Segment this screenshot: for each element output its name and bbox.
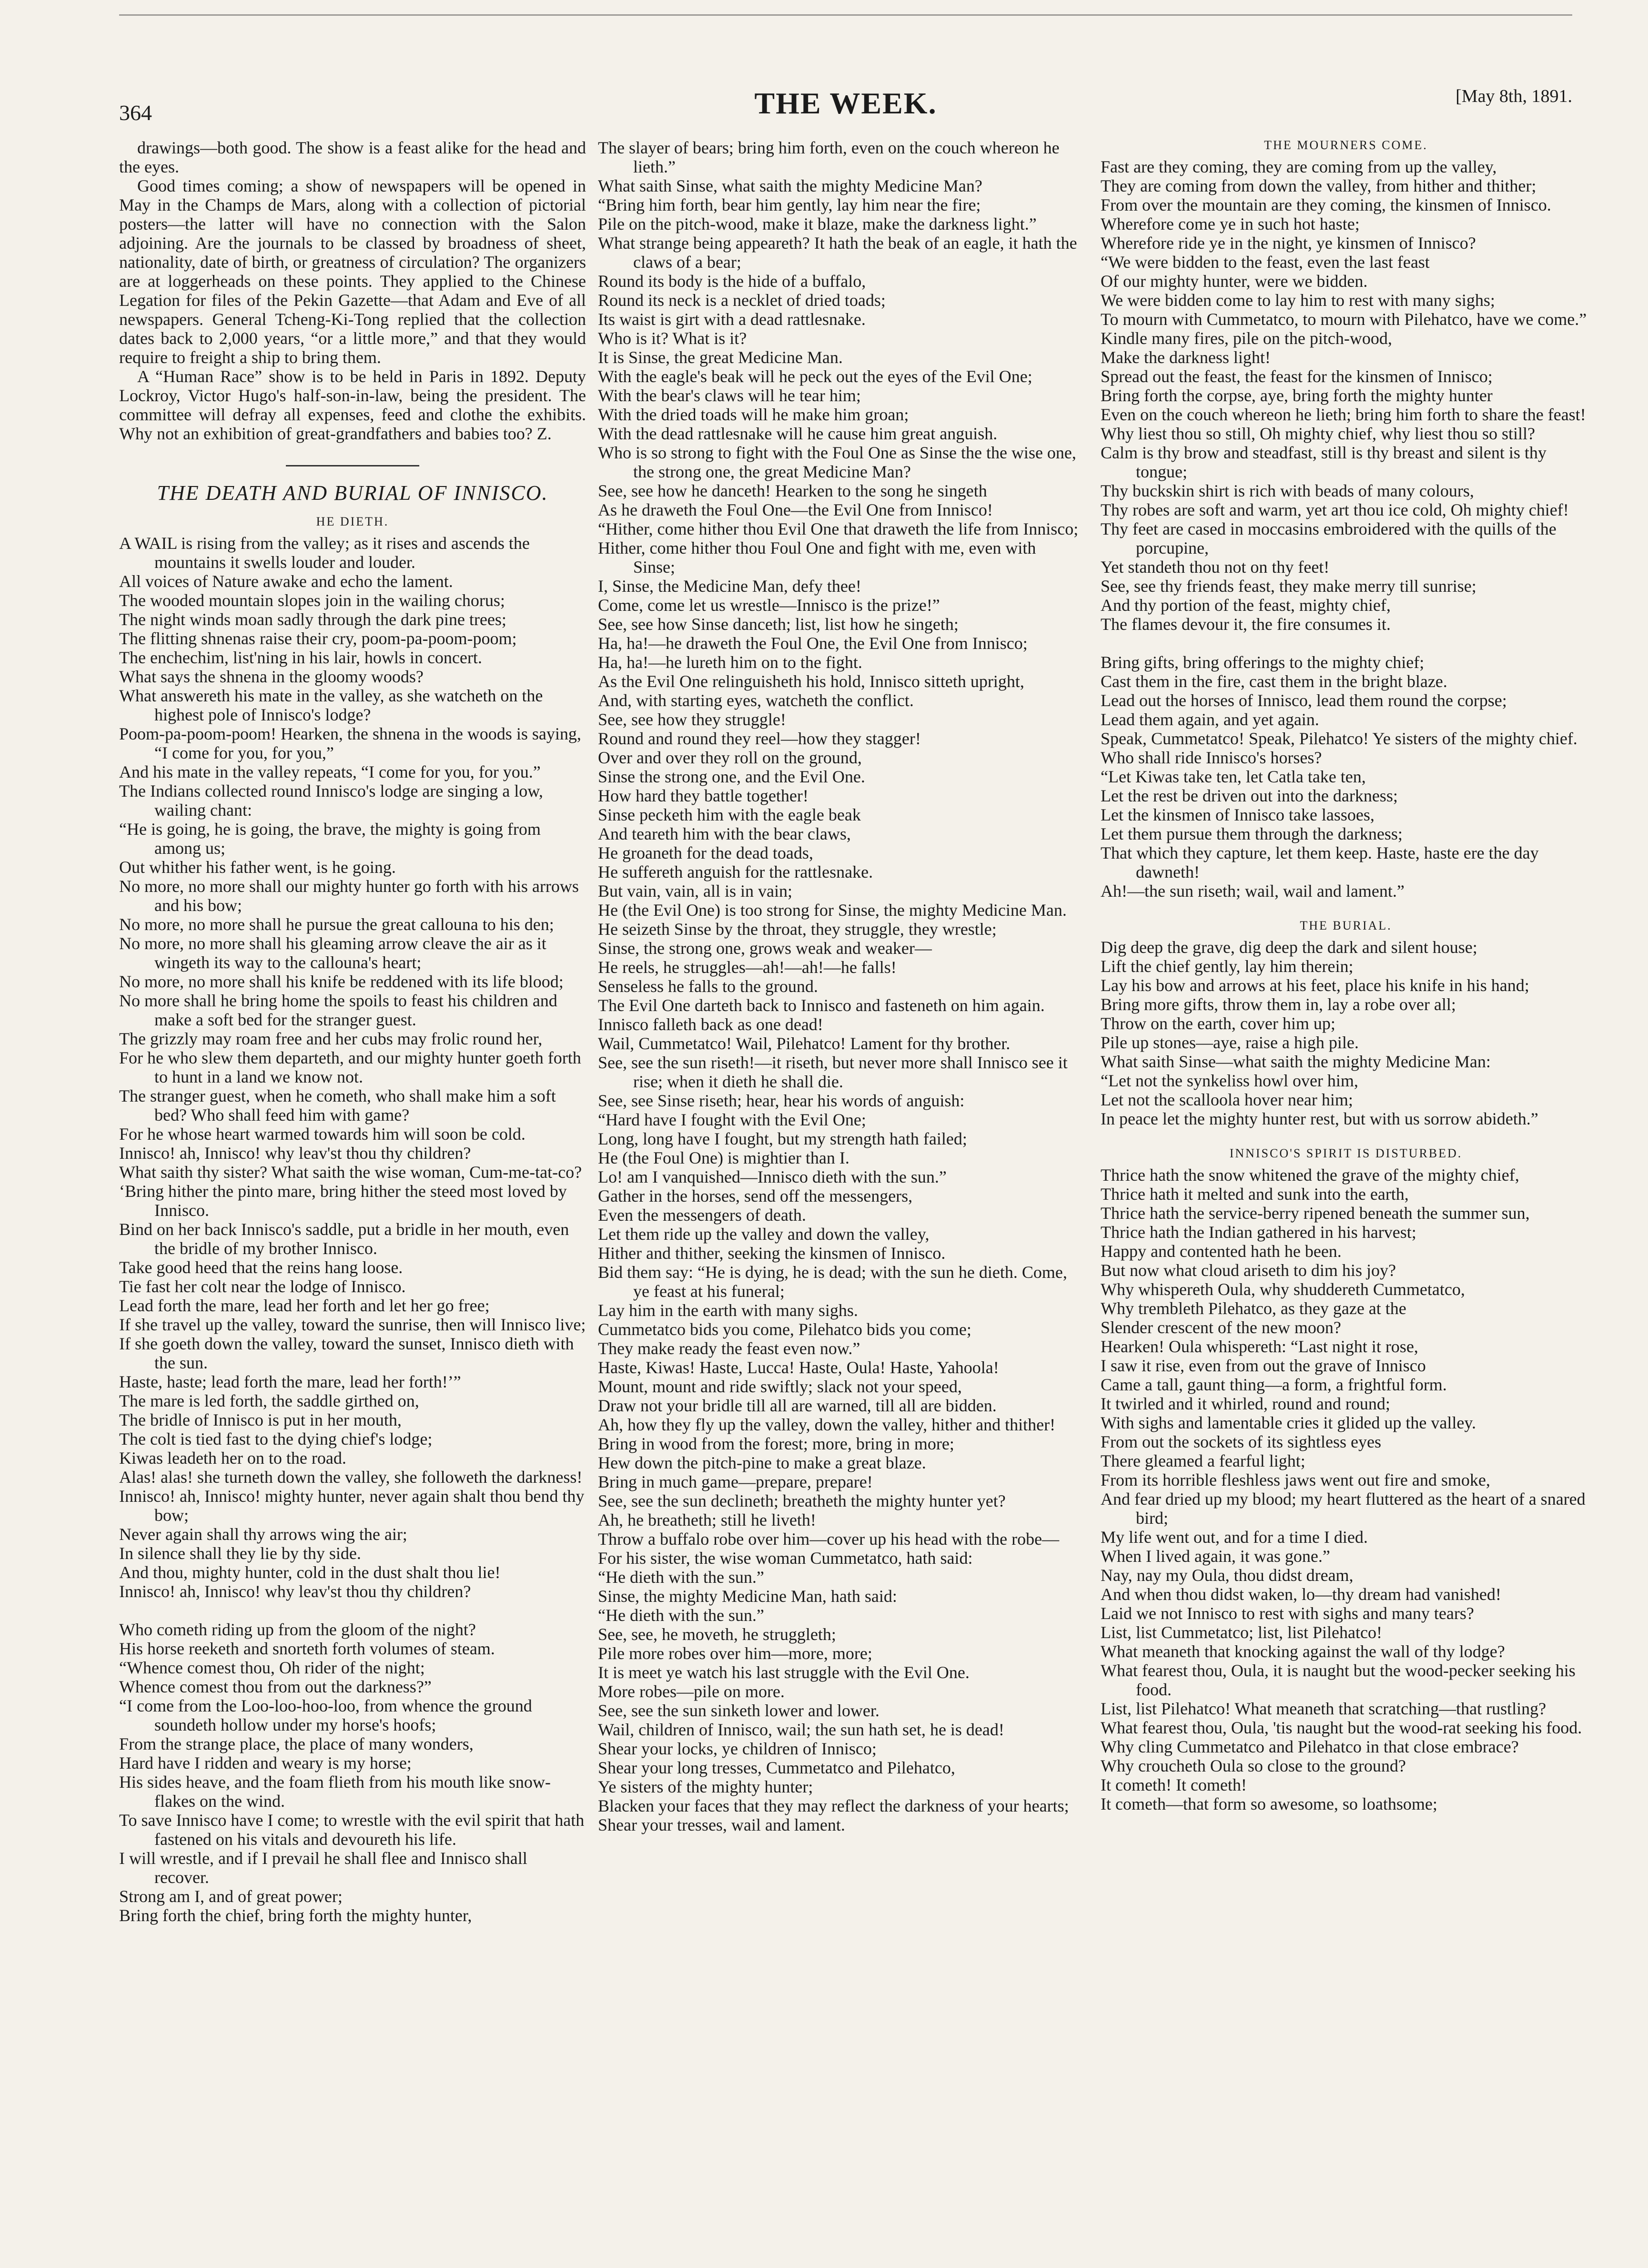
paragraph: A “Human Race” show is to be held in Paris in 1892. Deputy Lockroy, Victor Hugo's half-son-in-law, being the president. The committee will defray all expenses, feed and clothe the exhibits. Why not an exhibition of great-grandfathers and babies too? Z. <box>119 367 586 443</box>
article-title: THE DEATH AND BURIAL OF INNISCO. <box>157 481 548 505</box>
section-divider <box>286 465 419 466</box>
poem-line: Hearken! Oula whispereth: “Last night it rose, <box>1101 1337 1418 1356</box>
poem-line: With the dead rattlesnake will he cause him great anguish. <box>598 424 998 443</box>
poem-line: The flitting shnenas raise their cry, poom-pa-poom-poom; <box>119 629 517 648</box>
poem-line: The enchechim, list'ning in his lair, howls in concert. <box>119 648 482 667</box>
poem-line: Hither, come hither thou Foul One and fight with me, even with Sinse; <box>598 538 1036 577</box>
poem-line: Thy feet are cased in moccasins embroidered with the quills of the porcupine, <box>1101 519 1557 557</box>
poem-line: Lay his bow and arrows at his feet, place his knife in his hand; <box>1101 976 1529 995</box>
poem-line: Fast are they coming, they are coming from up the valley, <box>1101 157 1497 176</box>
poem-line: Let them ride up the valley and down the valley, <box>598 1225 930 1244</box>
poem-line: Even the messengers of death. <box>598 1205 806 1225</box>
poem-line: See, see the sun sinketh lower and lower. <box>598 1701 880 1720</box>
poem-line: Lead out the horses of Innisco, lead them round the corpse; <box>1101 691 1507 710</box>
poem-line: Wherefore come ye in such hot haste; <box>1101 214 1360 233</box>
poem-line: For his sister, the wise woman Cummetatco, hath said: <box>598 1549 973 1568</box>
poem-line: “Whence comest thou, Oh rider of the night; <box>119 1658 425 1677</box>
poem-line: With the eagle's beak will he peck out the eyes of the Evil One; <box>598 367 1032 386</box>
poem-line: And thou, mighty hunter, cold in the dust shalt thou lie! <box>119 1563 501 1582</box>
poem-line: But vain, vain, all is in vain; <box>598 881 792 901</box>
poem-line: If she goeth down the valley, toward the sunset, Innisco dieth with the sun. <box>119 1334 574 1372</box>
poem-line: Who is so strong to fight with the Foul One as Sinse the the wise one, the strong one, the great Medicine Man? <box>598 443 1076 481</box>
poem-line: For he who slew them departeth, and our mighty hunter goeth forth to hunt in a land we know not. <box>119 1048 581 1086</box>
poem-line: No more, no more shall his gleaming arrow cleave the air as it wingeth its way to the callouna's heart; <box>119 934 546 972</box>
poem-line: The grizzly may roam free and her cubs may frolic round her, <box>119 1029 543 1048</box>
poem-line: Make the darkness light! <box>1101 348 1271 367</box>
poem-line: Blacken your faces that they may reflect the darkness of your hearts; <box>598 1796 1069 1815</box>
poem-line: Sinse, the mighty Medicine Man, hath said: <box>598 1587 897 1606</box>
poem-line: “Bring him forth, bear him gently, lay him near the fire; <box>598 195 981 214</box>
poem-line: I saw it rise, even from out the grave of Innisco <box>1101 1356 1426 1375</box>
poem-line: Shear your tresses, wail and lament. <box>598 1815 845 1834</box>
poem-line: What saith Sinse—what saith the mighty Medicine Man: <box>1101 1052 1491 1071</box>
poem-line: The Indians collected round Innisco's lodge are singing a low, wailing chant: <box>119 781 543 820</box>
poem-line: Bring forth the corpse, aye, bring forth the mighty hunter <box>1101 386 1493 405</box>
poem-line: Round its neck is a necklet of dried toads; <box>598 291 886 310</box>
issue-date: [May 8th, 1891. <box>1456 86 1572 106</box>
poem-line: Lead forth the mare, lead her forth and let her go free; <box>119 1296 490 1315</box>
poem-line: “Let not the synkeliss howl over him, <box>1101 1071 1358 1090</box>
poem-line: Calm is thy brow and steadfast, still is thy breast and silent is thy tongue; <box>1101 443 1547 481</box>
poem-line: In silence shall they lie by thy side. <box>119 1544 361 1563</box>
poem-line: It cometh—that form so awesome, so loathsome; <box>1101 1794 1437 1813</box>
poem-line: But now what cloud ariseth to dim his joy? <box>1101 1261 1396 1280</box>
poem-line: Speak, Cummetatco! Speak, Pilehatco! Ye sisters of the mighty chief. <box>1101 729 1577 748</box>
poem-line: From the strange place, the place of many wonders, <box>119 1734 474 1753</box>
poem-line: List, list Pilehatco! What meaneth that scratching—that rustling? <box>1101 1699 1547 1718</box>
poem-line: Of our mighty hunter, were we bidden. <box>1101 272 1368 291</box>
masthead <box>119 81 1572 129</box>
poem-line: And thy portion of the feast, mighty chief, <box>1101 596 1391 615</box>
poem-line: There gleamed a fearful light; <box>1101 1451 1305 1470</box>
poem-lines <box>1101 938 1591 1128</box>
poem-line: With the bear's claws will he tear him; <box>598 386 861 405</box>
poem-line: He suffereth anguish for the rattlesnake. <box>598 862 873 881</box>
poem-line: Never again shall thy arrows wing the air; <box>119 1525 407 1544</box>
poem-line: The flames devour it, the fire consumes it. <box>1101 615 1391 634</box>
poem-line: Why trembleth Pilehatco, as they gaze at the <box>1101 1299 1406 1318</box>
poem-line: Even on the couch whereon he lieth; bring him forth to share the feast! <box>1101 405 1586 424</box>
poem-line: “He dieth with the sun.” <box>598 1606 764 1625</box>
poem-line: Tie fast her colt near the lodge of Innisco. <box>119 1277 406 1296</box>
poem-line: And, with starting eyes, watcheth the conflict. <box>598 691 914 710</box>
poem-line: Bring forth the chief, bring forth the mighty hunter, <box>119 1906 472 1925</box>
poem-line: Over and over they roll on the ground, <box>598 748 862 767</box>
poem-line: To save Innisco have I come; to wrestle with the evil spirit that hath fastened on his vitals and devoureth his life. <box>119 1811 585 1849</box>
poem-line: See, see Sinse riseth; hear, hear his words of anguish: <box>598 1091 965 1110</box>
poem-line: Wail, children of Innisco, wail; the sun hath set, he is dead! <box>598 1720 1004 1739</box>
poem-line: Why whispereth Oula, why shuddereth Cummetatco, <box>1101 1280 1465 1299</box>
poem-line: Throw a buffalo robe over him—cover up his head with the robe— <box>598 1529 1060 1549</box>
poem-line: “I come from the Loo-loo-hoo-loo, from whence the ground soundeth hollow under my horse's hoofs; <box>119 1696 532 1734</box>
poem-line: Let them pursue them through the darkness; <box>1101 824 1403 843</box>
poem-line: Its waist is girt with a dead rattlesnake. <box>598 310 866 329</box>
poem-line: What says the shnena in the gloomy woods? <box>119 667 424 686</box>
poem-line: The wooded mountain slopes join in the wailing chorus; <box>119 591 505 610</box>
poem-line: What meaneth that knocking against the wall of thy lodge? <box>1101 1642 1505 1661</box>
poem-line: He reels, he struggles—ah!—ah!—he falls! <box>598 958 897 977</box>
column-1 <box>119 138 586 1925</box>
poem-line: See, see thy friends feast, they make merry till sunrise; <box>1101 577 1476 596</box>
poem-line: To mourn with Cummetatco, to mourn with Pilehatco, have we come.” <box>1101 310 1587 329</box>
poem-line: Thrice hath the Indian gathered in his harvest; <box>1101 1223 1416 1242</box>
poem-lines <box>598 138 1082 1834</box>
poem-line: Who is it? What is it? <box>598 329 747 348</box>
poem-line: “Hard have I fought with the Evil One; <box>598 1110 866 1129</box>
poem-line: Thrice hath it melted and sunk into the earth, <box>1101 1185 1409 1204</box>
poem-line: The colt is tied fast to the dying chief's lodge; <box>119 1429 433 1448</box>
poem-line: Alas! alas! she turneth down the valley, she followeth the darkness! <box>119 1468 583 1487</box>
poem-line: It cometh! It cometh! <box>1101 1775 1247 1794</box>
column-2 <box>598 138 1082 1834</box>
poem-line: No more, no more shall his knife be reddened with its life blood; <box>119 972 564 991</box>
poem-line: It is Sinse, the great Medicine Man. <box>598 348 843 367</box>
section-heading-spirit: INNISCO'S SPIRIT IS DISTURBED. <box>1229 1146 1463 1160</box>
poem-line: Bring gifts, bring offerings to the mighty chief; <box>1101 653 1425 672</box>
poem-line: How hard they battle together! <box>598 786 809 805</box>
poem-line: Throw on the earth, cover him up; <box>1101 1014 1335 1033</box>
poem-line: Long, long have I fought, but my strength hath failed; <box>598 1129 967 1148</box>
poem-line: Pile more robes over him—more, more; <box>598 1644 872 1663</box>
poem-line: With the dried toads will he make him groan; <box>598 405 909 424</box>
poem-line: The stranger guest, when he cometh, who shall make him a soft bed? Who shall feed him with game? <box>119 1086 556 1124</box>
poem-line: Thy robes are soft and warm, yet art thou ice cold, Oh mighty chief! <box>1101 500 1569 519</box>
poem-line: He (the Foul One) is mightier than I. <box>598 1148 849 1167</box>
poem-line: “He is going, he is going, the brave, the mighty is going from among us; <box>119 820 541 858</box>
poem-line: From over the mountain are they coming, the kinsmen of Innisco. <box>1101 195 1551 214</box>
poem-line: Gather in the horses, send off the messengers, <box>598 1186 913 1205</box>
poem-line: He groaneth for the dead toads, <box>598 843 813 862</box>
poem-line: See, see how they struggle! <box>598 710 786 729</box>
newspaper-title: THE WEEK. <box>754 86 937 120</box>
poem-line: He (the Evil One) is too strong for Sinse, the mighty Medicine Man. <box>598 901 1067 920</box>
poem-line: Laid we not Innisco to rest with sighs and many tears? <box>1101 1604 1474 1623</box>
poem-line: “He dieth with the sun.” <box>598 1568 764 1587</box>
poem-line: Hither and thither, seeking the kinsmen of Innisco. <box>598 1244 946 1263</box>
poem-line: I will wrestle, and if I prevail he shall flee and Innisco shall recover. <box>119 1849 527 1887</box>
poem-line: Lead them again, and yet again. <box>1101 710 1319 729</box>
poem-line: The Evil One darteth back to Innisco and fasteneth on him again. <box>598 996 1045 1015</box>
poem-line: Wherefore ride ye in the night, ye kinsmen of Innisco? <box>1101 233 1476 253</box>
poem-line: Ah, how they fly up the valley, down the valley, hither and thither! <box>598 1415 1056 1434</box>
poem-line: A WAIL is rising from the valley; as it rises and ascends the mountains it swells louder and louder. <box>119 534 530 572</box>
paragraph: Good times coming; a show of newspapers will be opened in May in the Champs de Mars, along with a collection of pictorial posters—the latter will have no connection with the Salon adjoining. Are the journals to be classed by broadness of sheet, nationality, date of birth, or greatness of circulation? The organizers are at loggerheads on these points. They applied to the Chinese Legation for files of the Pekin Gazette—that Adam and Eve of all newspapers. General Tcheng-Ki-Tong replied that the collection dates back to 2,000 years, “or a little more,” and that they would require to freight a ship to bring them. <box>119 176 586 367</box>
poem-line: They make ready the feast even now.” <box>598 1339 860 1358</box>
poem-line: With sighs and lamentable cries it glided up the valley. <box>1101 1413 1476 1432</box>
poem-line: No more shall he bring home the spoils to feast his children and make a soft bed for the stranger guest. <box>119 991 557 1029</box>
poem-line: ‘Bring hither the pinto mare, bring hither the steed most loved by Innisco. <box>119 1182 567 1220</box>
paragraph: drawings—both good. The show is a feast alike for the head and the eyes. <box>119 138 586 176</box>
poem-line: Thrice hath the service-berry ripened beneath the summer sun, <box>1101 1204 1530 1223</box>
poem-line: Who shall ride Innisco's horses? <box>1101 748 1322 767</box>
section-heading-burial: THE BURIAL. <box>1300 919 1392 932</box>
poem-line: For he whose heart warmed towards him will soon be cold. <box>119 1124 526 1144</box>
poem-lines <box>119 534 586 1925</box>
poem-line: See, see the sun riseth!—it riseth, but never more shall Innisco see it rise; when it dieth he shall die. <box>598 1053 1068 1091</box>
poem-line: Whence comest thou from out the darkness?” <box>119 1677 432 1696</box>
poem-line: Mount, mount and ride swiftly; slack not your speed, <box>598 1377 962 1396</box>
poem-line: Sinse, the strong one, grows weak and weaker— <box>598 939 932 958</box>
poem-line: The slayer of bears; bring him forth, even on the couch whereon he lieth.” <box>598 138 1060 176</box>
poem-line: Hew down the pitch-pine to make a great blaze. <box>598 1453 926 1472</box>
poem-line: See, see the sun declineth; breatheth the mighty hunter yet? <box>598 1491 1006 1510</box>
poem-line: The mare is led forth, the saddle girthed on, <box>119 1391 419 1410</box>
poem-line: Out whither his father went, is he going. <box>119 858 396 877</box>
poem-line: See, see, he moveth, he struggleth; <box>598 1625 836 1644</box>
poem-line: Happy and contented hath he been. <box>1101 1242 1342 1261</box>
poem-line: I, Sinse, the Medicine Man, defy thee! <box>598 577 861 596</box>
poem-line: From its horrible fleshless jaws went out fire and smoke, <box>1101 1470 1490 1489</box>
poem-line: As the Evil One relinguisheth his hold, Innisco sitteth upright, <box>598 672 1024 691</box>
poem-line: And teareth him with the bear claws, <box>598 824 851 843</box>
poem-line: Wail, Cummetatco! Wail, Pilehatco! Lament for thy brother. <box>598 1034 1011 1053</box>
poem-line: The night winds moan sadly through the dark pine trees; <box>119 610 506 629</box>
poem-line: No more, no more shall our mighty hunter go forth with his arrows and his bow; <box>119 877 579 915</box>
poem-line: Sinse pecketh him with the eagle beak <box>598 805 861 824</box>
poem-line: And fear dried up my blood; my heart fluttered as the heart of a snared bird; <box>1101 1489 1586 1528</box>
poem-line: No more, no more shall he pursue the great callouna to his den; <box>119 915 554 934</box>
poem-line: And his mate in the valley repeats, “I come for you, for you.” <box>119 762 541 781</box>
poem-line: As he draweth the Foul One—the Evil One from Innisco! <box>598 500 993 519</box>
poem-line: Pile up stones—aye, raise a high pile. <box>1101 1033 1359 1052</box>
poem-line: More robes—pile on more. <box>598 1682 785 1701</box>
poem-line: Come, come let us wrestle—Innisco is the prize!” <box>598 596 940 615</box>
poem-line: Innisco! ah, Innisco! why leav'st thou thy children? <box>119 1144 471 1163</box>
poem-line: Why liest thou so still, Oh mighty chief, why liest thou so still? <box>1101 424 1535 443</box>
poem-line: When I lived again, it was gone.” <box>1101 1547 1330 1566</box>
poem-line: Who cometh riding up from the gloom of the night? <box>119 1620 476 1639</box>
poem-line: What strange being appeareth? It hath the beak of an eagle, it hath the claws of a bear; <box>598 233 1077 272</box>
poem-line: It twirled and it whirled, round and round; <box>1101 1394 1390 1413</box>
poem-line: Lay him in the earth with many sighs. <box>598 1301 858 1320</box>
poem-line: The bridle of Innisco is put in her mouth, <box>119 1410 402 1429</box>
stanza-break <box>1101 634 1591 653</box>
poem-line: Lo! am I vanquished—Innisco dieth with the sun.” <box>598 1167 947 1186</box>
poem-line: Ye sisters of the mighty hunter; <box>598 1777 813 1796</box>
page-number: 364 <box>119 101 152 125</box>
poem-line: “We were bidden to the feast, even the last feast <box>1101 253 1430 272</box>
poem-line: Nay, nay my Oula, thou didst dream, <box>1101 1566 1354 1585</box>
poem-line: Let the kinsmen of Innisco take lassoes, <box>1101 805 1375 824</box>
poem-line: Spread out the feast, the feast for the kinsmen of Innisco; <box>1101 367 1493 386</box>
poem-line: Why cling Cummetatco and Pilehatco in that close embrace? <box>1101 1737 1519 1756</box>
poem-line: Shear your long tresses, Cummetatco and Pilehatco, <box>598 1758 955 1777</box>
poem-lines <box>1101 1165 1591 1813</box>
poem-line: And when thou didst waken, lo—thy dream had vanished! <box>1101 1585 1501 1604</box>
poem-line: Sinse the strong one, and the Evil One. <box>598 767 865 786</box>
poem-line: My life went out, and for a time I died. <box>1101 1528 1368 1547</box>
poem-line: Lift the chief gently, lay him therein; <box>1101 957 1354 976</box>
poem-line: What fearest thou, Oula, 'tis naught but the wood-rat seeking his food. <box>1101 1718 1582 1737</box>
poem-line: Senseless he falls to the ground. <box>598 977 818 996</box>
poem-line: Pile on the pitch-wood, make it blaze, make the darkness light.” <box>598 214 1037 233</box>
poem-line: Bind on her back Innisco's saddle, put a bridle in her mouth, even the bridle of my brother Innisco. <box>119 1220 569 1258</box>
poem-line: He seizeth Sinse by the throat, they struggle, they wrestle; <box>598 920 997 939</box>
poem-line: His horse reeketh and snorteth forth volumes of steam. <box>119 1639 495 1658</box>
poem-line: Bring in wood from the forest; more, bring in more; <box>598 1434 954 1453</box>
poem-line: Yet standeth thou not on thy feet! <box>1101 557 1330 577</box>
poem-line: Ha, ha!—he draweth the Foul One, the Evil One from Innisco; <box>598 634 1028 653</box>
poem-line: Round its body is the hide of a buffalo, <box>598 272 866 291</box>
poem-line: What fearest thou, Oula, it is naught but the wood-pecker seeking his food. <box>1101 1661 1576 1699</box>
column-3 <box>1101 138 1591 1813</box>
poem-line: Kindle many fires, pile on the pitch-wood, <box>1101 329 1392 348</box>
poem-line: Strong am I, and of great power; <box>119 1887 343 1906</box>
poem-line: What answereth his mate in the valley, as she watcheth on the highest pole of Innisco's lodge? <box>119 686 543 724</box>
stanza-break <box>119 1601 586 1620</box>
poem-line: Bid them say: “He is dying, he is dead; with the sun he dieth. Come, ye feast at his funeral; <box>598 1263 1067 1301</box>
poem-line: Haste, Kiwas! Haste, Lucca! Haste, Oula! Haste, Yahoola! <box>598 1358 999 1377</box>
poem-line: What saith Sinse, what saith the mighty Medicine Man? <box>598 176 982 195</box>
poem-line: Let the rest be driven out into the darkness; <box>1101 786 1398 805</box>
poem-line: See, see how Sinse danceth; list, list how he singeth; <box>598 615 959 634</box>
article-paragraphs <box>119 138 586 443</box>
poem-line: Kiwas leadeth her on to the road. <box>119 1448 346 1468</box>
poem-line: Let not the scalloola hover near him; <box>1101 1090 1353 1109</box>
poem-line: We were bidden come to lay him to rest with many sighs; <box>1101 291 1495 310</box>
poem-line: Innisco! ah, Innisco! why leav'st thou thy children? <box>119 1582 471 1601</box>
top-rule <box>119 14 1572 16</box>
poem-line: Round and round they reel—how they stagger! <box>598 729 921 748</box>
poem-line: If she travel up the valley, toward the sunrise, then will Innisco live; <box>119 1315 586 1334</box>
poem-line: They are coming from down the valley, from hither and thither; <box>1101 176 1537 195</box>
poem-line: Bring more gifts, throw them in, lay a robe over all; <box>1101 995 1456 1014</box>
poem-line: See, see how he danceth! Hearken to the song he singeth <box>598 481 987 500</box>
poem-line: “Let Kiwas take ten, let Catla take ten, <box>1101 767 1366 786</box>
section-heading-he-dieth: HE DIETH. <box>316 515 389 528</box>
poem-line: It is meet ye watch his last struggle with the Evil One. <box>598 1663 970 1682</box>
poem-line: Poom-pa-poom-poom! Hearken, the shnena in the woods is saying, “I come for you, for you,” <box>119 724 581 762</box>
poem-line: Slender crescent of the new moon? <box>1101 1318 1341 1337</box>
poem-line: Cast them in the fire, cast them in the bright blaze. <box>1101 672 1447 691</box>
poem-line: That which they capture, let them keep. Haste, haste ere the day dawneth! <box>1101 843 1539 881</box>
poem-line: Thrice hath the snow whitened the grave of the mighty chief, <box>1101 1165 1519 1185</box>
poem-line: Ha, ha!—he lureth him on to the fight. <box>598 653 862 672</box>
poem-line: Innisco! ah, Innisco! mighty hunter, never again shalt thou bend thy bow; <box>119 1487 585 1525</box>
poem-line: Cummetatco bids you come, Pilehatco bids you come; <box>598 1320 971 1339</box>
poem-line: Thy buckskin shirt is rich with beads of many colours, <box>1101 481 1474 500</box>
poem-line: Ah, he breatheth; still he liveth! <box>598 1510 816 1529</box>
poem-line: What saith thy sister? What saith the wise woman, Cum-me-tat-co? <box>119 1163 582 1182</box>
poem-line: From out the sockets of its sightless eyes <box>1101 1432 1381 1451</box>
section-heading-mourners: THE MOURNERS COME. <box>1264 138 1428 152</box>
poem-line: Came a tall, gaunt thing—a form, a frightful form. <box>1101 1375 1447 1394</box>
poem-line: Take good heed that the reins hang loose. <box>119 1258 403 1277</box>
poem-line: Hard have I ridden and weary is my horse; <box>119 1753 412 1772</box>
poem-lines <box>1101 157 1591 901</box>
poem-line: List, list Cummetatco; list, list Pilehatco! <box>1101 1623 1382 1642</box>
poem-line: “Hither, come hither thou Evil One that draweth the life from Innisco; <box>598 519 1079 538</box>
poem-line: All voices of Nature awake and echo the lament. <box>119 572 453 591</box>
poem-line: Innisco falleth back as one dead! <box>598 1015 823 1034</box>
poem-line: Why croucheth Oula so close to the ground? <box>1101 1756 1406 1775</box>
poem-line: In peace let the mighty hunter rest, but with us sorrow abideth.” <box>1101 1109 1538 1128</box>
poem-line: Dig deep the grave, dig deep the dark and silent house; <box>1101 938 1477 957</box>
poem-line: His sides heave, and the foam flieth from his mouth like snow-flakes on the wind. <box>119 1772 551 1811</box>
poem-line: Shear your locks, ye children of Innisco; <box>598 1739 877 1758</box>
poem-line: Haste, haste; lead forth the mare, lead her forth!’” <box>119 1372 461 1391</box>
poem-line: Bring in much game—prepare, prepare! <box>598 1472 873 1491</box>
poem-line: Ah!—the sun riseth; wail, wail and lament.” <box>1101 881 1405 901</box>
poem-line: Draw not your bridle till all are warned, till all are bidden. <box>598 1396 997 1415</box>
